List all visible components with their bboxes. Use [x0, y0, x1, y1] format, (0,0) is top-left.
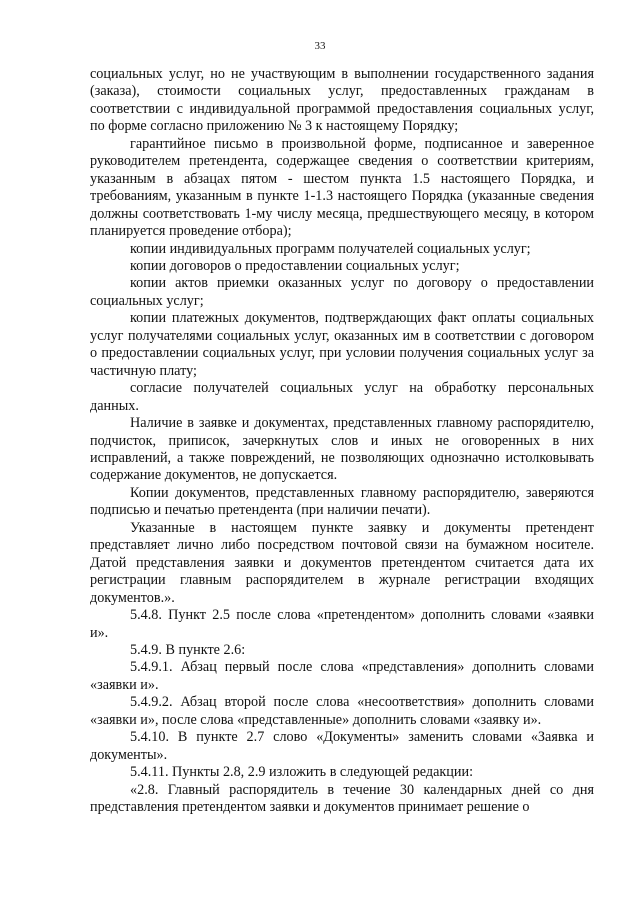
paragraph: гарантийное письмо в произвольной форме, подписанное и заверенное руководителем претендента, содержащее сведения о соответствии критериям, указанным в абзацах пятом - шестом пункта 1.5 настоящего Порядка, и требованиям, указанным в пункте 1-1.3 настоящего Порядка (указанные сведения должны соответствовать 1-му числу месяца, предшествующего месяцу, в котором планируется проведение отбора);: [90, 135, 594, 240]
paragraph: согласие получателей социальных услуг на обработку персональных данных.: [90, 380, 594, 414]
paragraph: копии актов приемки оказанных услуг по договору о предоставлении социальных услуг;: [90, 275, 594, 309]
document-body: [90, 66, 594, 816]
paragraph: Указанные в настоящем пункте заявку и документы претендент представляет лично либо посредством почтовой связи на бумажном носителе. Датой представления заявки и документов претендентом считается дата их регистрации главным распорядителем в журнале регистрации входящих документов.».: [90, 519, 594, 606]
paragraph: 5.4.9. В пункте 2.6:: [130, 641, 246, 658]
paragraph: копии договоров о предоставлении социальных услуг;: [130, 257, 460, 274]
page-number: 33: [314, 40, 326, 52]
paragraph: «2.8. Главный распорядитель в течение 30 календарных дней со дня представления претендентом заявки и документов принимает решение о: [90, 781, 594, 816]
paragraph: 5.4.10. В пункте 2.7 слово «Документы» заменить словами «Заявка и документы».: [90, 729, 594, 763]
paragraph: Наличие в заявке и документах, представленных главному распорядителю, подчисток, приписок, зачеркнутых слов и иных не оговоренных в них исправлений, а также повреждений, не позволяющих однозначно истолковывать содержание документов, не допускается.: [90, 415, 594, 484]
paragraph: социальных услуг, но не участвующим в выполнении государственного задания (заказа), стоимости социальных услуг, предоставленных гражданам в соответствии с индивидуальной программой предоставления социальных услуг, по форме согласно приложению № 3 к настоящему Порядку;: [90, 66, 594, 135]
paragraph: 5.4.11. Пункты 2.8, 2.9 изложить в следующей редакции:: [130, 764, 474, 781]
paragraph: копии платежных документов, подтверждающих факт оплаты социальных услуг получателями социальных услуг, оказанных им в соответствии с договором о предоставлении социальных услуг, при условии получения социальных услуг за частичную плату;: [90, 310, 594, 379]
paragraph: 5.4.9.1. Абзац первый после слова «представления» дополнить словами «заявки и».: [90, 659, 594, 693]
paragraph: Копии документов, представленных главному распорядителю, заверяются подписью и печатью претендента (при наличии печати).: [90, 484, 594, 519]
paragraph: копии индивидуальных программ получателей социальных услуг;: [130, 240, 531, 257]
paragraph: 5.4.9.2. Абзац второй после слова «несоответствия» дополнить словами «заявки и», после слова «представленные» дополнить словами «заявку и».: [90, 694, 594, 728]
paragraph: 5.4.8. Пункт 2.5 после слова «претендентом» дополнить словами «заявки и».: [90, 607, 594, 641]
